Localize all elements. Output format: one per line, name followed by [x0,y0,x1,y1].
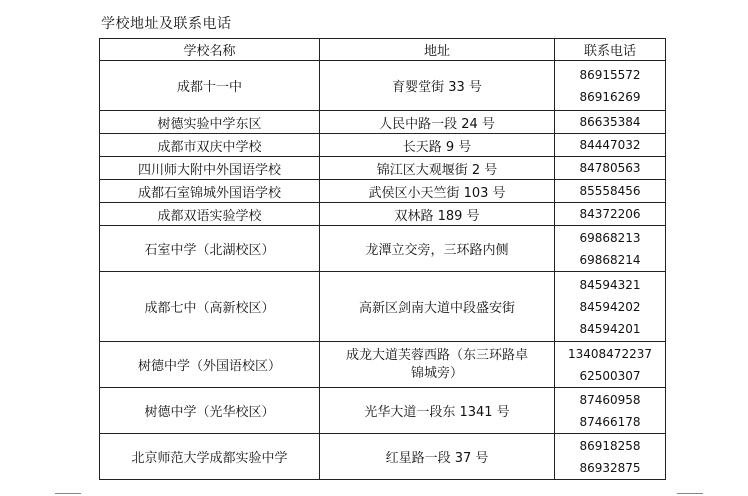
address-cell: 双林路 189 号 [320,203,555,226]
address-cell: 育婴堂街 33 号 [320,61,555,111]
phone-cell [555,342,666,388]
address-cell: 武侯区小天竺街 103 号 [320,180,555,203]
table-row [100,61,666,111]
page-margin-marker [55,493,81,494]
phone-number: 62500307 [579,368,641,383]
school-name-cell: 成都双语实验学校 [100,203,320,226]
address-line: 锦城旁） [410,365,463,381]
school-name-cell: 石室中学（北湖校区） [100,226,320,272]
phone-number: 13408472237 [568,346,652,361]
address-cell: 光华大道一段东 1341 号 [320,388,555,434]
address-cell: 红星路一段 37 号 [320,434,555,480]
phone-cell [555,134,666,157]
phone-cell [555,434,666,480]
phone-number: 87466178 [579,414,641,429]
school-contact-table [99,38,666,480]
table-row [100,388,666,434]
address-cell: 锦江区大观堰街 2 号 [320,157,555,180]
table-row [100,180,666,203]
table-header-row [100,39,666,61]
document-title: 学校地址及联系电话 [101,16,232,32]
page-margin-marker [677,493,703,494]
table-row [100,134,666,157]
school-name-cell: 成都市双庆中学校 [100,134,320,157]
address-cell: 长天路 9 号 [320,134,555,157]
address-cell: 龙潭立交旁，三环路内侧 [320,226,555,272]
phone-number: 84594202 [579,299,641,314]
header-address: 地址 [320,39,555,61]
phone-cell [555,157,666,180]
header-phone: 联系电话 [555,39,666,61]
address-line: 成龙大道芙蓉西路（东三环路卓 [345,347,528,363]
table-row [100,272,666,342]
school-name-cell: 树德中学（外国语校区） [100,342,320,388]
phone-number: 86916269 [579,89,641,104]
school-name-cell: 树德实验中学东区 [100,111,320,134]
phone-number: 86915572 [579,67,641,82]
phone-cell [555,272,666,342]
phone-number: 84372206 [579,207,641,221]
phone-number: 86918258 [579,438,641,453]
phone-cell [555,226,666,272]
table-row [100,157,666,180]
phone-number: 86635384 [579,115,641,129]
phone-number: 69868213 [579,230,641,245]
phone-number: 84594201 [579,321,641,336]
phone-number: 87460958 [579,392,641,407]
school-name-cell: 四川师大附中外国语学校 [100,157,320,180]
phone-cell [555,111,666,134]
phone-number: 84447032 [579,138,641,152]
school-name-cell: 成都石室锦城外国语学校 [100,180,320,203]
phone-cell [555,61,666,111]
school-name-cell: 树德中学（光华校区） [100,388,320,434]
phone-number: 84780563 [579,161,641,175]
phone-number: 69868214 [579,252,641,267]
table-row [100,342,666,388]
table-row [100,226,666,272]
school-name-cell: 北京师范大学成都实验中学 [100,434,320,480]
phone-cell [555,388,666,434]
phone-cell [555,203,666,226]
address-cell: 高新区剑南大道中段盛安街 [320,272,555,342]
address-cell [320,342,555,388]
school-name-cell: 成都七中（高新校区） [100,272,320,342]
phone-cell [555,180,666,203]
header-school-name: 学校名称 [100,39,320,61]
phone-number: 84594321 [579,277,641,292]
school-name-cell: 成都十一中 [100,61,320,111]
phone-number: 86932875 [579,460,641,475]
table-row [100,203,666,226]
table-row [100,434,666,480]
table-row [100,111,666,134]
phone-number: 85558456 [579,184,641,198]
address-cell: 人民中路一段 24 号 [320,111,555,134]
